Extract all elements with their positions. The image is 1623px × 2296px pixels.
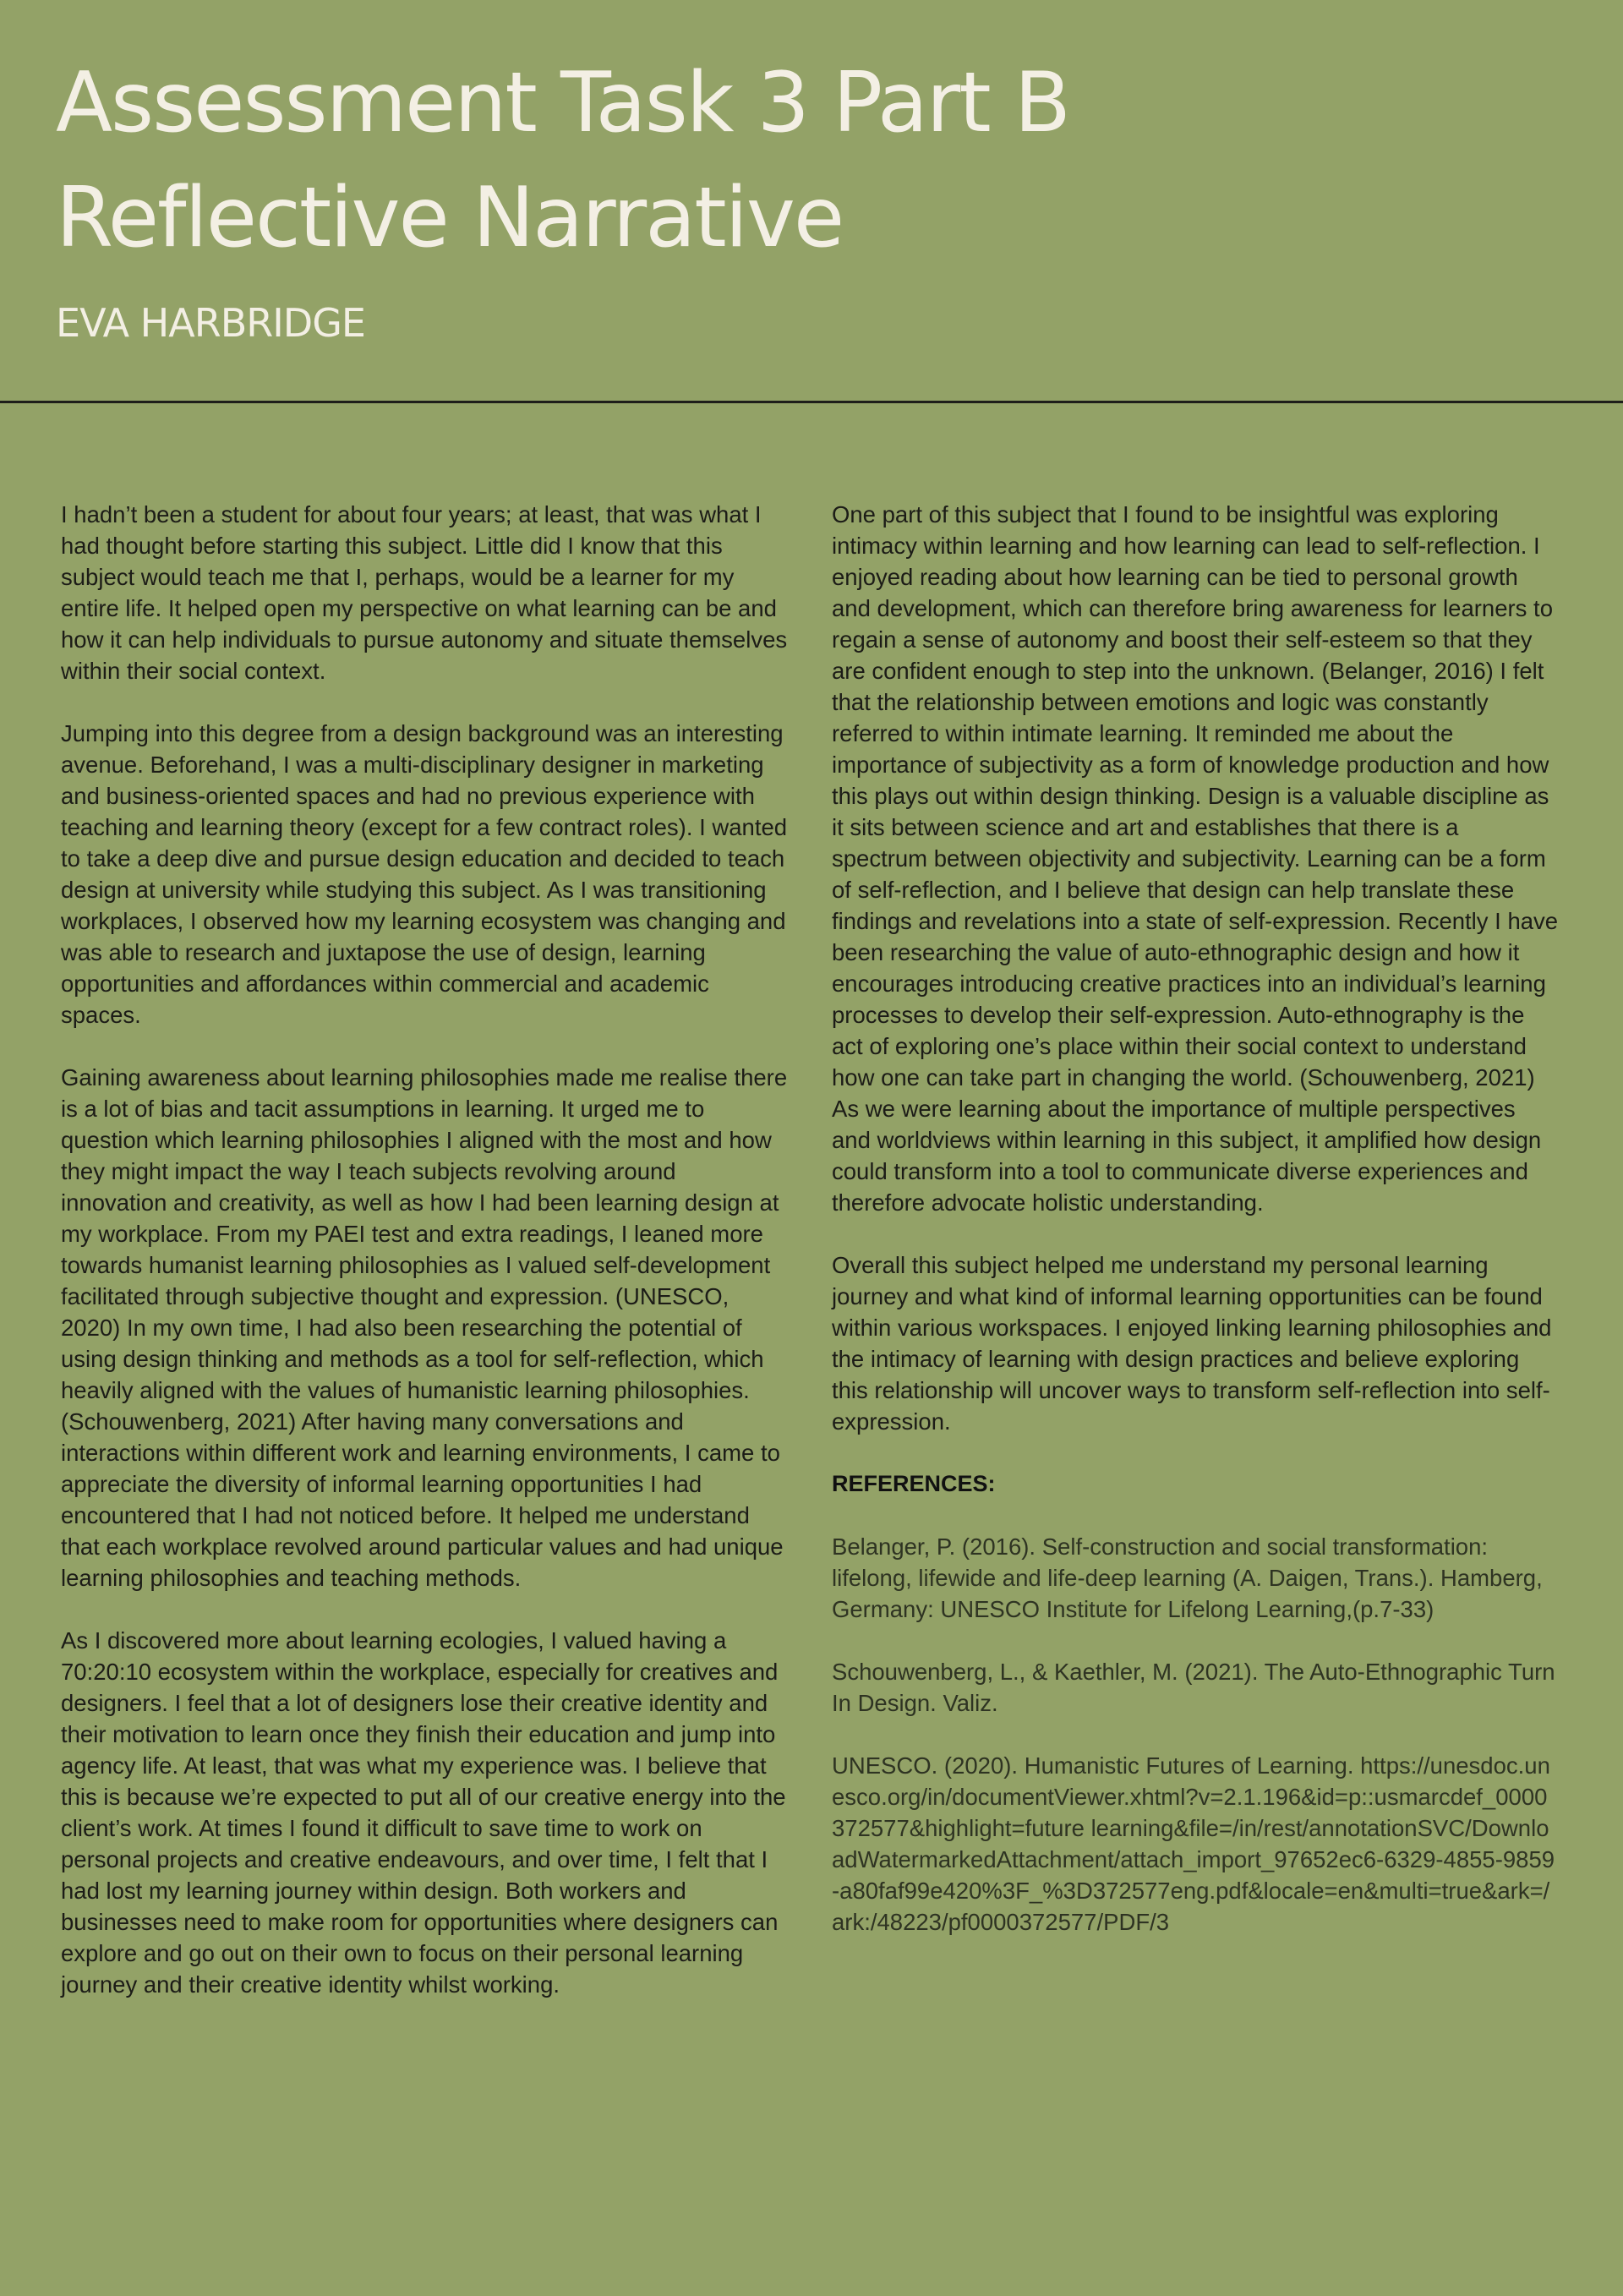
- header-divider: [0, 401, 1623, 403]
- left-column: [61, 499, 788, 2031]
- page-header: [0, 0, 1623, 402]
- paragraph: As I discovered more about learning ecologies, I valued having a 70:20:10 ecosystem within the workplace, especially for creatives and designers. I feel that a lot of designers lose their creative identity and their motivation to learn once they finish their education and jump into agency life. At least, that was what my experience was. I believe that this is because we’re expected to put all of our creative energy into the client’s work. At times I found it difficult to save time to work on personal projects and creative endeavours, and over time, I felt that I had lost my learning journey within design. Both workers and businesses need to make room for opportunities where designers can explore and go out on their own to focus on their personal learning journey and their creative identity whilst working.: [61, 1627, 786, 1998]
- page-title: Assessment Task 3 Part B Reflective Narrative: [56, 55, 1070, 266]
- paragraph: Jumping into this degree from a design background was an interesting avenue. Beforehand, I was a multi-disciplinary designer in marketing and business-oriented spaces and had no previous experience with teaching and learning theory (except for a few contract roles). I wanted to take a deep dive and pursue design education and decided to teach design at university while studying this subject. As I was transitioning workplaces, I observed how my learning ecosystem was changing and was able to research and juxtapose the use of design, learning opportunities and affordances within commercial and academic spaces.: [61, 720, 788, 1028]
- reference-url[interactable]: https://unesdoc.unesco.org/in/documentViewer.xhtml?v=2.1.196&id=p::usmarcdef_0000372577&highlight=future learning&file=/in/rest/annotationSVC/DownloadWatermarkedAttachment/attach_import_97652ec6-6329-4855-9859-a80faf99e420%3F_%3D372577eng.pdf&locale=en&multi=true&ark=/ark:/48223/pf0000372577/PDF/3: [832, 1752, 1555, 1935]
- reference-item: Belanger, P. (2016). Self-construction and social transformation: lifelong, lifewide and life-deep learning (A. Daigen, Trans.). Hamberg, Germany: UNESCO Institute for Lifelong Learning,(p.7-33): [832, 1533, 1543, 1622]
- paragraph: Overall this subject helped me understand my personal learning journey and what kind of informal learning opportunities can be found within various workspaces. I enjoyed linking learning philosophies and the intimacy of learning with design practices and believe exploring this relationship will uncover ways to transform self-reflection into self-expression.: [832, 1252, 1552, 1435]
- paragraph: Gaining awareness about learning philosophies made me realise there is a lot of bias and tacit assumptions in learning. It urged me to question which learning philosophies I aligned with the most and how they might impact the way I teach subjects revolving around innovation and creativity, as well as how I had been learning design at my workplace. From my PAEI test and extra readings, I leaned more towards humanist learning philosophies as I valued self-development facilitated through subjective thought and expression. (UNESCO, 2020) In my own time, I had also been researching the potential of using design thinking and methods as a tool for self-reflection, which heavily aligned with the values of humanistic learning philosophies. (Schouwenberg, 2021) After having many conversations and interactions within different work and learning environments, I came to appreciate the diversity of informal learning opportunities I had encountered that I had not noticed before. It helped me understand that each workplace revolved around particular values and had unique learning philosophies and teaching methods.: [61, 1064, 788, 1591]
- reference-item: Schouwenberg, L., & Kaethler, M. (2021). The Auto-Ethnographic Turn In Design. Valiz.: [832, 1659, 1555, 1716]
- paragraph: I hadn’t been a student for about four years; at least, that was what I had thought before starting this subject. Little did I know that this subject would teach me that I, perhaps, would be a learner for my entire life. It helped open my perspective on what learning can be and how it can help individuals to pursue autonomy and situate themselves within their social context.: [61, 501, 788, 684]
- references-heading: REFERENCES:: [832, 1471, 996, 1496]
- right-column: [832, 499, 1559, 1969]
- paragraph: One part of this subject that I found to be insightful was exploring intimacy within learning and how learning can lead to self-reflection. I enjoyed reading about how learning can be tied to personal growth and development, which can therefore bring awareness for learners to regain a sense of autonomy and boost their self-esteem so that they are confident enough to step into the unknown. (Belanger, 2016) I felt that the relationship between emotions and logic was constantly referred to within intimate learning. It reminded me about the importance of subjectivity as a form of knowledge production and how this plays out within design thinking. Design is a valuable discipline as it sits between science and art and establishes that there is a spectrum between objectivity and subjectivity. Learning can be a form of self-reflection, and I believe that design can help translate these findings and revelations into a state of self-expression. Recently I have been researching the value of auto-ethnographic design and how it encourages introducing creative practices into an individual’s learning processes to develop their self-expression. Auto-ethnography is the act of exploring one’s place within their social context to understand how one can take part in changing the world. (Schouwenberg, 2021) As we were learning about the importance of multiple perspectives and worldviews within learning in this subject, it amplified how design could transform into a tool to communicate diverse experiences and therefore advocate holistic understanding.: [832, 501, 1559, 1216]
- reference-item: [832, 1750, 1559, 1938]
- author-name: EVA HARBRIDGE: [56, 300, 365, 346]
- reference-text: UNESCO. (2020). Humanistic Futures of Learning.: [832, 1752, 1361, 1779]
